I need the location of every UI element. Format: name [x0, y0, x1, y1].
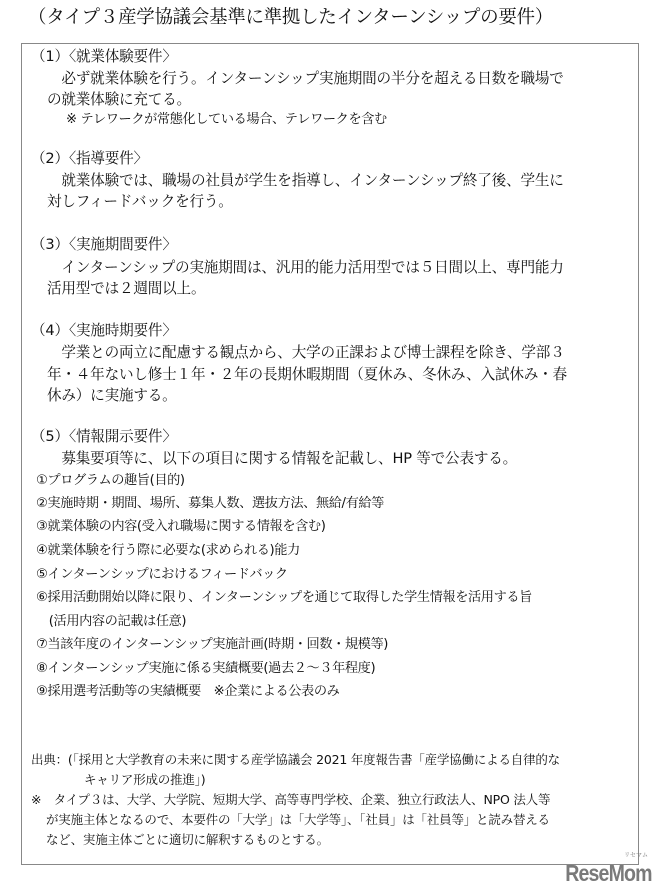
section-text: 休み）に実施する。: [47, 387, 177, 404]
section-text: の就業体験に充てる。: [47, 91, 191, 108]
logo-text: ReseMom: [565, 860, 652, 886]
section-heading: （5）〈情報開示要件〉: [31, 428, 177, 445]
page-title: （タイプ３産学協議会基準に準拠したインターンシップの要件）: [28, 7, 553, 28]
logo-ruby: リセマム: [624, 853, 648, 859]
footnote: が実施主体となるので、本要件の「大学」は「大学等」、「社員」は「社員等」と読み替える: [46, 812, 550, 827]
source-citation: キャリア形成の推進」): [84, 772, 206, 787]
section-text: 就業体験では、職場の社員が学生を指導し、インターンシップ終了後、学生に: [47, 172, 564, 189]
list-item: ①プログラムの趣旨(目的): [36, 473, 185, 488]
section-note: ※ テレワークが常態化している場合、テレワークを含む: [66, 112, 387, 127]
section-text: 必ず就業体験を行う。インターンシップ実施期間の半分を超える日数を職場で: [47, 70, 564, 87]
section-text: 対しフィードバックを行う。: [47, 193, 233, 210]
resemom-logo: [550, 853, 652, 886]
list-item: ③就業体験の内容(受入れ職場に関する情報を含む): [36, 519, 326, 534]
source-citation: 出典：(「採用と大学教育の未来に関する産学協議会 2021 年度報告書「産学協働による自律的な: [31, 752, 560, 767]
section-text: 学業との両立に配慮する観点から、大学の正課および博士課程を除き、学部３: [47, 344, 565, 361]
footnote: など、実施主体ごとに適切に解釈するものとする。: [46, 832, 329, 847]
section-text: 募集要項等に、以下の項目に関する情報を記載し、HP 等で公表する。: [47, 450, 518, 467]
section-heading: （2）〈指導要件〉: [31, 150, 148, 167]
list-item: ⑨採用選考活動等の実績概要 ※企業による公表のみ: [36, 684, 340, 699]
list-item: ⑤インターンシップにおけるフィードバック: [36, 567, 288, 582]
section-text: 活用型では２週間以上。: [47, 280, 206, 297]
section-heading: （4）〈実施時期要件〉: [31, 322, 177, 339]
footnote: ※ タイプ３は、大学、大学院、短期大学、高等専門学校、企業、独立行政法人、NPO 法人等: [31, 792, 551, 807]
section-text: インターンシップの実施期間は、汎用的能力活用型では５日間以上、専門能力: [47, 259, 564, 276]
list-item: ②実施時期・期間、場所、募集人数、選抜方法、無給/有給等: [36, 496, 384, 511]
list-item: (活用内容の記載は任意): [36, 614, 187, 629]
list-item: ⑧インターンシップ実施に係る実績概要(過去２～３年程度): [36, 661, 376, 676]
list-item: ④就業体験を行う際に必要な(求められる)能力: [36, 543, 300, 558]
section-heading: （3）〈実施期間要件〉: [31, 236, 177, 253]
section-text: 年・４年ないし修士１年・２年の長期休暇期間（夏休み、冬休み、入試休み・春: [47, 366, 567, 383]
list-item: ⑦当該年度のインターンシップ実施計画(時期・回数・規模等): [36, 637, 388, 652]
list-item: ⑥採用活動開始以降に限り、インターンシップを通じて取得した学生情報を活用する旨: [36, 590, 532, 605]
section-heading: （1）〈就業体験要件〉: [31, 48, 177, 65]
